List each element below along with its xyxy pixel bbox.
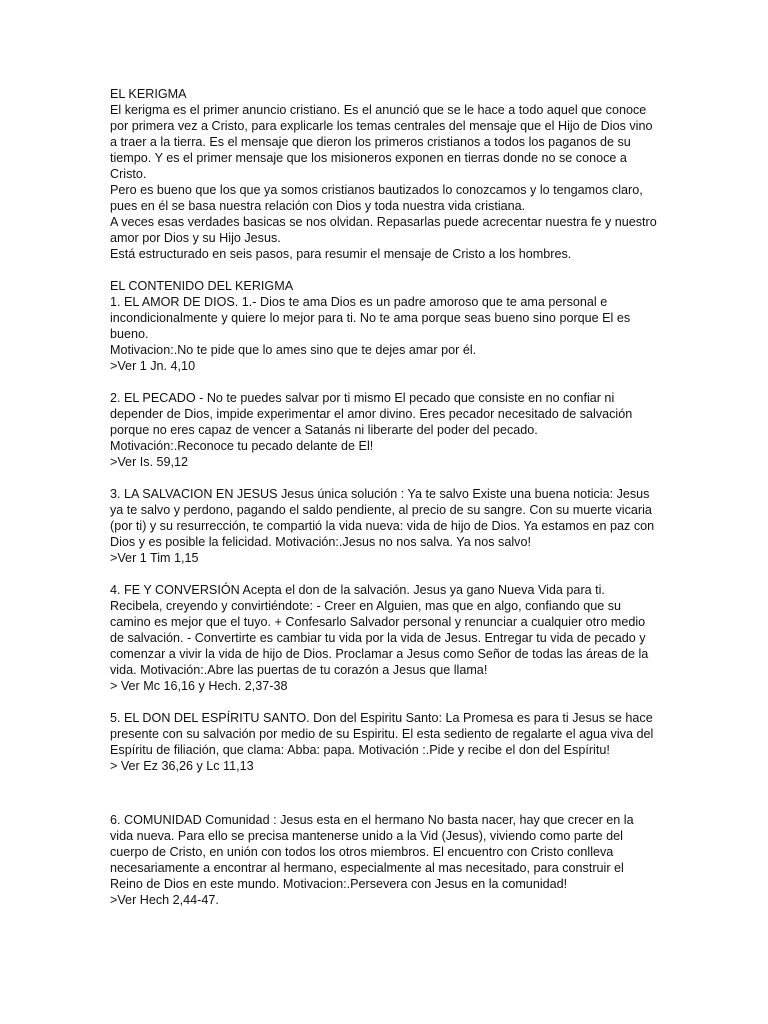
step-2-reference: >Ver Is. 59,12 <box>110 455 189 469</box>
spacer <box>110 374 658 390</box>
intro-paragraph-4: Está estructurado en seis pasos, para resumir el mensaje de Cristo a los hombres. <box>110 247 572 261</box>
intro-paragraph-2: Pero es bueno que los que ya somos cristianos bautizados lo conozcamos y lo tengamos claro, pues en él se basa nuestra relación con Dios y toda nuestra vida cristiana. <box>110 183 643 213</box>
step-6-reference: >Ver Hech 2,44-47. <box>110 893 219 907</box>
step-2-motivation: Motivación:.Reconoce tu pecado delante de El! <box>110 439 374 453</box>
step-2-text: 2. EL PECADO - No te puedes salvar por ti mismo El pecado que consiste en no confiar ni depender de Dios, impide experimentar el amor divino. Eres pecador necesitado de salvación porque no eres capaz de vencer a Satanás ni liberarte del poder del pecado. <box>110 391 633 437</box>
intro-paragraph-3: A veces esas verdades basicas se nos olvidan. Repasarlas puede acrecentar nuestra fe y nuestro amor por Dios y su Hijo Jesus. <box>110 215 657 245</box>
document-body <box>110 86 658 908</box>
step-1-text: 1. EL AMOR DE DIOS. 1.- Dios te ama Dios es un padre amoroso que te ama personal e incondicionalmente y quiere lo mejor para ti. No te ama porque seas bueno sino porque El es bueno. <box>110 295 631 341</box>
step-3-reference: >Ver 1 Tim 1,15 <box>110 551 199 565</box>
spacer <box>110 774 658 812</box>
spacer <box>110 694 658 710</box>
spacer <box>110 566 658 582</box>
step-1-motivation: Motivacion:.No te pide que lo ames sino que te dejes amar por él. <box>110 343 477 357</box>
spacer <box>110 470 658 486</box>
intro-paragraph-1: El kerigma es el primer anuncio cristiano. Es el anunció que se le hace a todo aquel que conoce por primera vez a Cristo, para explicarle los temas centrales del mensaje que el Hijo de Dios vino a traer a la tierra. Es el mensaje que dieron los primeros cristianos a todos los paganos de su tiempo. Y es el primer mensaje que los misioneros exponen en tierras donde no se conoce a Cristo. <box>110 103 653 181</box>
step-5-text: 5. EL DON DEL ESPÍRITU SANTO. Don del Espiritu Santo: La Promesa es para ti Jesus se hace presente con su salvación por medio de su Espiritu. El esta sediento de regalarte el agua viva del Espíritu de filiación, que clama: Abba: papa. Motivación :.Pide y recibe el don del Espíritu! <box>110 711 654 757</box>
section-title: EL CONTENIDO DEL KERIGMA <box>110 279 294 293</box>
spacer <box>110 262 658 278</box>
step-4-reference: > Ver Mc 16,16 y Hech. 2,37-38 <box>110 679 288 693</box>
step-1-reference: >Ver 1 Jn. 4,10 <box>110 359 196 373</box>
document-title: EL KERIGMA <box>110 87 187 101</box>
step-3-text: 3. LA SALVACION EN JESUS Jesus única solución : Ya te salvo Existe una buena noticia: Jesus ya te salvo y perdono, pagando el saldo pendiente, al precio de su sangre. Con su muerte vicaria (por ti) y su resurrección, te compartió la vida nueva: vida de hijo de Dios. Ya estamos en paz con Dios y es posible la felicidad. Motivación:.Jesus no nos salva. Ya nos salvo! <box>110 487 655 549</box>
step-5-reference: > Ver Ez 36,26 y Lc 11,13 <box>110 759 254 773</box>
step-6-text: 6. COMUNIDAD Comunidad : Jesus esta en el hermano No basta nacer, hay que crecer en la vida nueva. Para ello se precisa mantenerse unido a la Vid (Jesus), viviendo como parte del cuerpo de Cristo, en unión con todos los otros miembros. El encuentro con Cristo conlleva necesariamente a encontrar al hermano, especialmente al mas necesitado, para construir el Reino de Dios en este mundo. Motivacion:.Persevera con Jesus en la comunidad! <box>110 813 634 891</box>
step-4-text: 4. FE Y CONVERSIÓN Acepta el don de la salvación. Jesus ya gano Nueva Vida para ti. Recibela, creyendo y convirtiéndote: - Creer en Alguien, mas que en algo, confiando que su camino es mejor que el tuyo. + Confesarlo Salvador personal y renunciar a cualquier otro medio de salvación. - Convertirte es cambiar tu vida por la vida de Jesus. Entregar tu vida de pecado y comenzar a vivir la vida de hijo de Dios. Proclamar a Jesus como Señor de todas las áreas de la vida. Motivación:.Abre las puertas de tu corazón a Jesus que llama! <box>110 583 649 677</box>
